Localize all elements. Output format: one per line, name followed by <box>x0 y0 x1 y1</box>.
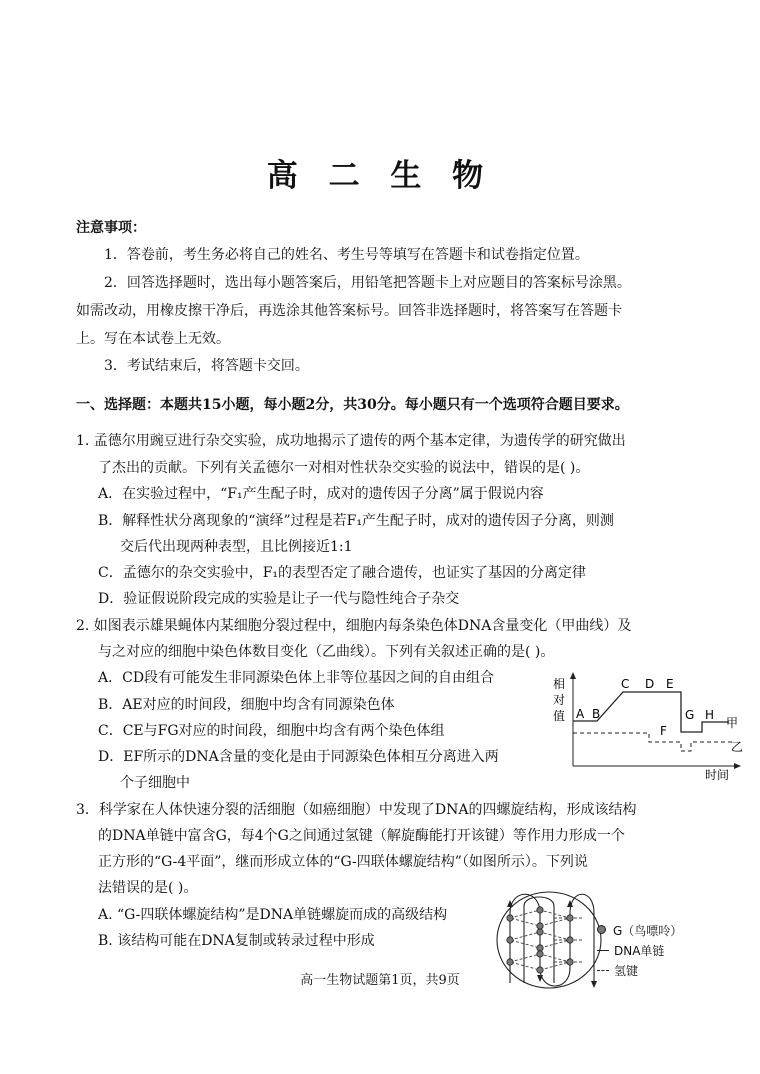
solid-line-icon <box>597 950 609 951</box>
q2-ylabel-2: 对 <box>553 693 566 707</box>
page-title: 高 二 生 物 <box>266 158 494 194</box>
q2-series-jia-label: 甲 <box>726 716 739 730</box>
q2-xlabel: 时间 <box>705 768 730 782</box>
q2-point-d: D <box>645 677 655 691</box>
q2-y-arrow <box>570 672 576 679</box>
q2-series-yi-label: 乙 <box>731 740 744 754</box>
q2-stem-2: 与之对应的细胞中染色体数目变化（乙曲线）。下列有关叙述正确的是( )。 <box>98 644 555 660</box>
q2-stem-1: 2. 如图表示雄果蝇体内某细胞分裂过程中，细胞内每条染色体DNA含量变化（甲曲线）及 <box>76 618 632 634</box>
guanine-dot-icon <box>597 925 606 934</box>
q2-point-c: C <box>621 677 630 691</box>
legend-dna <box>597 941 682 961</box>
q2-option-b: B．AE对应的时间段，细胞中均含有同源染色体 <box>98 697 395 713</box>
q2-option-c: C．CE与FG对应的时间段，细胞中均含有两个染色体组 <box>98 723 445 739</box>
q1-option-a: A．在实验过程中，“F₁产生配子时，成对的遗传因子分离”属于假说内容 <box>98 486 544 502</box>
q3-stem-1: 3．科学家在人体快速分裂的活细胞（如癌细胞）中发现了DNA的四螺旋结构，形成该结构 <box>76 802 637 818</box>
legend-hbond-label: 氢键 <box>614 964 639 978</box>
notice-item-2-cont2: 上。写在本试卷上无效。 <box>76 331 230 347</box>
notice-heading: 注意事项： <box>76 220 146 236</box>
q1-option-b-cont: 交后代出现两种表型，且比例接近1:1 <box>120 539 353 555</box>
legend-g <box>597 921 682 941</box>
q2-point-g: G <box>685 708 695 722</box>
section-heading: 一、选择题：本题共15小题，每小题2分，共30分。每小题只有一个选项符合题目要求。 <box>76 397 629 413</box>
q2-x-arrow <box>734 763 741 769</box>
q1-option-b: B．解释性状分离现象的“演绎”过程是若F₁产生配子时，成对的遗传因子分离，则测 <box>98 513 614 529</box>
q1-option-c: C．孟德尔的杂交实验中，F₁的表型否定了融合遗传，也证实了基因的分离定律 <box>98 565 587 581</box>
q2-ylabel-1: 相 <box>553 677 566 691</box>
q2-point-b: B <box>592 707 601 721</box>
q2-option-d-cont: 个子细胞中 <box>120 775 190 791</box>
q3-option-b: B. 该结构可能在DNA复制或转录过程中形成 <box>98 933 375 949</box>
q2-point-a: A <box>576 707 585 721</box>
q3-stem-4: 法错误的是( )。 <box>98 880 198 896</box>
q3-stem-3: 正方形的“G-4平面”，继而形成立体的“G-四联体螺旋结构”（如图所示）。下列说 <box>98 854 588 870</box>
notice-item-3: 3．考试结束后，将答题卡交回。 <box>104 358 309 374</box>
q2-curve-yi <box>573 733 733 751</box>
notice-item-1: 1．答卷前，考生务必将自己的姓名、考生号等填写在答题卡和试卷指定位置。 <box>104 247 589 263</box>
q2-ylabel-3: 值 <box>553 709 566 723</box>
q2-figure <box>545 672 745 784</box>
q2-option-d: D．EF所示的DNA含量的变化是由于同源染色体相互分离进入两 <box>98 749 499 765</box>
q3-stem-2: 的DNA单链中富含G，每4个G之间通过氢键（解旋酶能打开该键）等作用力形成一个 <box>98 828 625 844</box>
q1-option-d: D．验证假说阶段完成的实验是让子一代与隐性纯合子杂交 <box>98 591 460 607</box>
q3-option-a: A. “G-四联体螺旋结构”是DNA单链螺旋而成的高级结构 <box>98 907 448 923</box>
q2-point-h: H <box>705 708 715 722</box>
legend-g-label: G（鸟嘌呤） <box>613 924 683 938</box>
q1-stem-1: 1. 孟德尔用豌豆进行杂交实验，成功地揭示了遗传的两个基本定律，为遗传学的研究做出 <box>76 433 626 449</box>
notice-item-2-cont: 如需改动，用橡皮擦干净后，再选涂其他答案标号。回答非选择题时，将答案写在答题卡 <box>76 303 622 319</box>
q2-point-e: E <box>666 677 674 691</box>
legend-dna-label: DNA单链 <box>614 944 665 958</box>
page-footer: 高一生物试题第1页，共9页 <box>300 973 460 988</box>
q2-point-f: F <box>660 724 667 738</box>
q2-option-a: A．CD段有可能发生非同源染色体上非等位基因之间的自由组合 <box>98 670 495 686</box>
q1-stem-2: 了杰出的贡献。下列有关孟德尔一对相对性状杂交实验的说法中，错误的是( )。 <box>98 460 590 476</box>
notice-item-2: 2．回答选择题时，选出每小题答案后，用铅笔把答题卡上对应题目的答案标号涂黑。 <box>104 275 631 291</box>
